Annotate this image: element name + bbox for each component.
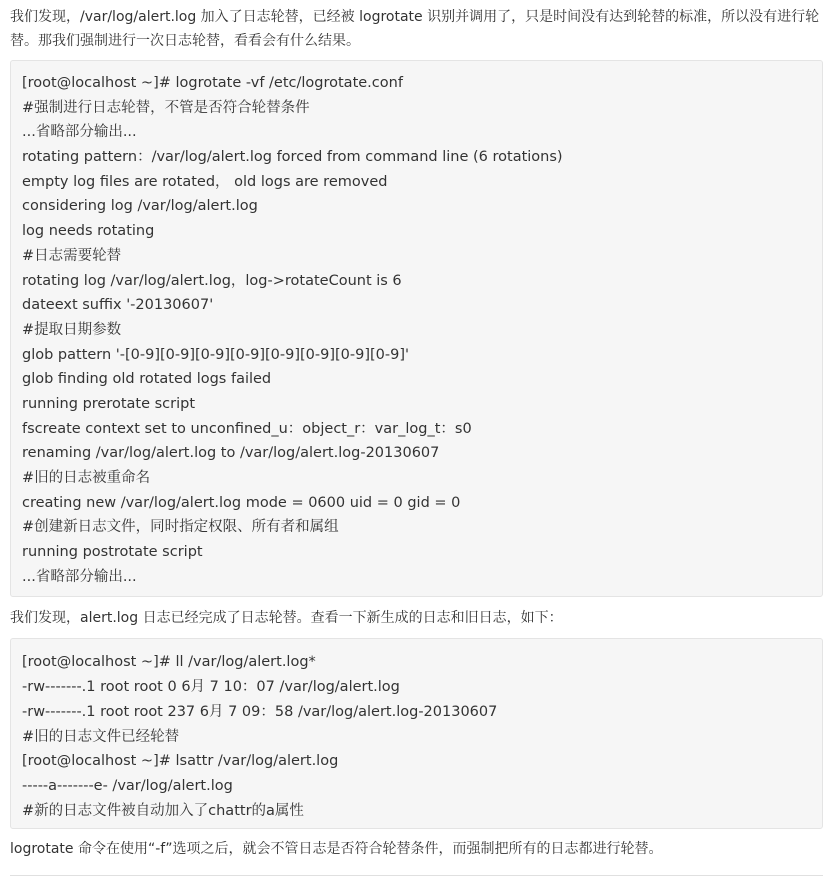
code-line: considering log /var/log/alert.log	[22, 198, 258, 215]
divider	[10, 875, 823, 876]
code-line: #创建新日志文件，同时指定权限、所有者和属组	[22, 519, 339, 536]
code-line: fscreate context set to unconfined_u：object_r：var_log_t：s0	[22, 420, 472, 437]
code-line: running postrotate script	[22, 544, 203, 561]
conclusion-paragraph: logrotate 命令在使用“-f”选项之后，就会不管日志是否符合轮替条件，而强制把所有的日志都进行轮替。	[10, 841, 663, 858]
code-line: dateext suffix '-20130607'	[22, 297, 214, 314]
code-line: creating new /var/log/alert.log mode = 0600 uid = 0 gid = 0	[22, 494, 461, 511]
code-line: #日志需要轮替	[22, 247, 122, 264]
code-block-logrotate-force	[10, 60, 823, 597]
code-block-ll-lsattr	[10, 638, 823, 829]
code-line: glob pattern '-[0-9][0-9][0-9][0-9][0-9][0-9][0-9][0-9]'	[22, 346, 409, 363]
code-line: [root@localhost ~]# lsattr /var/log/alert.log	[22, 753, 339, 770]
code-line: -rw-------.1 root root 0 6月 7 10：07 /var/log/alert.log	[22, 679, 400, 696]
code-line: #强制进行日志轮替，不管是否符合轮替条件	[22, 99, 310, 116]
code-line: running prerotate script	[22, 395, 196, 412]
code-line: [root@localhost ~]# ll /var/log/alert.log*	[22, 654, 316, 671]
code-line: glob finding old rotated logs failed	[22, 371, 272, 388]
code-line: #新的日志文件被自动加入了chattr的a属性	[22, 802, 304, 819]
code-line: empty log files are rotated， old logs are removed	[22, 173, 388, 190]
code-line: #旧的日志被重命名	[22, 470, 151, 486]
code-line: ...省略部分输出...	[22, 568, 137, 585]
code-line: #提取日期参数	[22, 321, 122, 338]
code-line: #旧的日志文件已经轮替	[22, 728, 180, 745]
code-line: rotating log /var/log/alert.log，log->rotateCount is 6	[22, 272, 402, 289]
code-line: rotating pattern：/var/log/alert.log forced from command line (6 rotations)	[22, 149, 563, 166]
code-line: renaming /var/log/alert.log to /var/log/alert.log-20130607	[22, 445, 440, 462]
code-line: -----a-------e- /var/log/alert.log	[22, 777, 233, 794]
code-line: log needs rotating	[22, 223, 155, 240]
code-line: ...省略部分输出...	[22, 124, 137, 141]
intro-paragraph: 我们发现，/var/log/alert.log 加入了日志轮替，已经被 logrotate 识别并调用了，只是时间没有达到轮替的标准，所以没有进行轮替。那我们强制进行一次日志轮替，看看会有什么结果。	[10, 9, 820, 49]
code-line: -rw-------.1 root root 237 6月 7 09：58 /var/log/alert.log-20130607	[22, 703, 498, 720]
middle-paragraph: 我们发现，alert.log 日志已经完成了日志轮替。查看一下新生成的日志和旧日志，如下：	[10, 610, 563, 627]
code-line: [root@localhost ~]# logrotate -vf /etc/logrotate.conf	[22, 75, 403, 91]
